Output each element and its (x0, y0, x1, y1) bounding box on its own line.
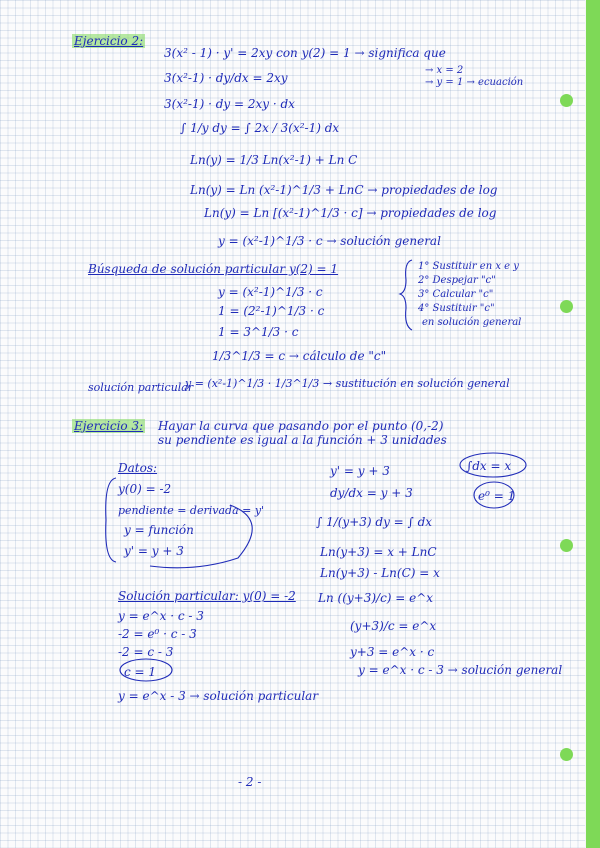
ex3-right-7: (y+3)/c = e^x (350, 619, 437, 633)
ex2-line-5: Ln(y) = 1/3 Ln(x²-1) + Ln C (190, 153, 358, 167)
ex3-right-5: Ln(y+3) - Ln(C) = x (320, 566, 440, 580)
punch-hole (560, 94, 573, 107)
ex3-title: Ejercicio 3: (74, 419, 144, 433)
punch-hole (560, 539, 573, 552)
sol-line-3: -2 = c - 3 (118, 645, 174, 659)
datos-3: y = función (124, 523, 194, 537)
ex2-line-3: 3(x²-1) · dy = 2xy · dx (164, 97, 295, 111)
ex3-right-3: ∫ 1/(y+3) dy = ∫ dx (316, 515, 433, 529)
page-number: - 2 - (238, 775, 262, 789)
sol-particular-title: Solución particular: y(0) = -2 (118, 589, 296, 603)
ex2-line-4: ∫ 1/y dy = ∫ 2x / 3(x²-1) dx (180, 121, 340, 135)
step-left-4: 1/3^1/3 = c → cálculo de "c" (212, 349, 387, 363)
punch-hole (560, 748, 573, 761)
ex3-statement-1: Hayar la curva que pasando por el punto (0,-2) (158, 419, 444, 433)
ex2-line-6: Ln(y) = Ln (x²-1)^1/3 + LnC → propiedades de log (190, 183, 498, 197)
busqueda-heading: Búsqueda de solución particular y(2) = 1 (88, 262, 339, 276)
step-right-3: 3° Calcular "c" (418, 289, 494, 300)
ex3-right-6: Ln ((y+3)/c) = e^x (318, 591, 434, 605)
datos-title: Datos: (118, 461, 158, 475)
datos-bracket (106, 478, 116, 562)
step-right-1: 1° Sustituir en x e y (418, 261, 519, 272)
step-right-2: 2° Despejar "c" (418, 275, 496, 286)
ex3-statement-2: su pendiente es igual a la función + 3 unidades (158, 433, 447, 447)
sol-line-5: y = e^x - 3 → solución particular (118, 689, 319, 703)
step-left-1: y = (x²-1)^1/3 · c (218, 285, 323, 299)
ex3-right-9: y = e^x · c - 3 → solución general (358, 663, 563, 677)
ex2-line-8: y = (x²-1)^1/3 · c → solución general (218, 234, 441, 248)
step-left-2: 1 = (2²-1)^1/3 · c (218, 304, 325, 318)
ex3-right-4: Ln(y+3) = x + LnC (320, 545, 437, 559)
step-right-4: 4° Sustituir "c" (418, 303, 495, 314)
step-left-3: 1 = 3^1/3 · c (218, 325, 299, 339)
sol-line-2: -2 = e⁰ · c - 3 (118, 627, 197, 641)
ex2-line-7: Ln(y) = Ln [(x²-1)^1/3 · c] → propiedades de log (204, 206, 497, 220)
page-edge (586, 0, 600, 848)
datos-4: y' = y + 3 (124, 544, 184, 558)
punch-hole (560, 300, 573, 313)
particular-label: solución particular (88, 381, 194, 394)
box-integral: ∫dx = x (466, 459, 512, 473)
ex2-note-2: → y = 1 → ecuación (425, 77, 524, 88)
sol-line-1: y = e^x · c - 3 (118, 609, 204, 623)
ex2-line-2: 3(x²-1) · dy/dx = 2xy (164, 71, 288, 85)
ex2-line-1: 3(x² - 1) · y' = 2xy con y(2) = 1 → significa que (164, 46, 446, 60)
ex3-right-1: y' = y + 3 (330, 464, 390, 478)
particular-equation: y = (x²-1)^1/3 · 1/3^1/3 → sustitución en solución general (185, 377, 510, 390)
sol-line-4: c = 1 (124, 665, 157, 679)
ex3-right-8: y+3 = e^x · c (350, 645, 435, 659)
ex2-note-1: → x = 2 (425, 65, 464, 76)
box-e0: e⁰ = 1 (478, 489, 516, 503)
ex3-right-2: dy/dx = y + 3 (330, 486, 413, 500)
datos-1: y(0) = -2 (118, 482, 172, 496)
steps-brace (400, 260, 412, 330)
step-right-5: en solución general (422, 317, 522, 328)
datos-2: pendiente = derivada = y' (118, 504, 265, 517)
ex2-title: Ejercicio 2: (74, 34, 144, 48)
